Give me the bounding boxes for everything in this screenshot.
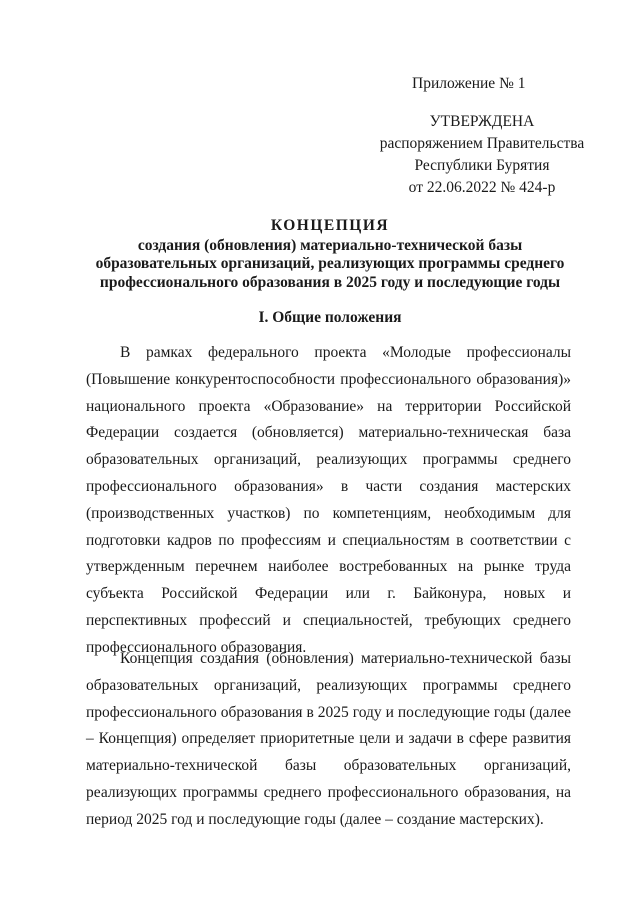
title-line-2: образовательных организаций, реализующих программы среднего [95,255,565,272]
document-title [70,217,590,292]
paragraph-2-text: Концепция создания (обновления) материально-технической базы образовательных организаций, реализующих программы среднего профессионального образования в 2025 году и последующие годы (далее – Концепция) определяет приоритетные цели и задачи в сфере развития материально-технической базы образовательных организаций, реализующих программы среднего профессионального образования, на период 2025 год и последующие годы (далее – создание мастерских). [86,650,571,828]
body-paragraph-2 [86,646,571,834]
body-paragraph-1 [86,340,571,662]
title-line-1: создания (обновления) материально-технической базы [137,236,523,254]
approval-block [362,111,602,199]
approval-authority: распоряжением Правительства [379,135,585,152]
approval-date-number: от 22.06.2022 № 424-р [408,179,556,196]
approval-region: Республики Бурятия [414,157,550,174]
paragraph-1-text: В рамках федерального проекта «Молодые профессионалы (Повышение конкурентоспособности профессионального образования)» национального проекта «Образование» на территории Российской Федерации создается (обновляется) материально-техническая база образовательных организаций, реализующих программы среднего профессионального образования» в части создания мастерских (производственных участков) по компетенциям, необходимым для подготовки кадров по профессиям и специальностям в соответствии с утвержденным перечнем наиболее востребованных на рынке труда субъекта Российской Федерации или г. Байконура, новых и перспективных профессий и специальностей, требующих среднего профессионального образования. [86,344,571,656]
approval-stamp: УТВЕРЖДЕНА [429,113,535,130]
annex-label: Приложение № 1 [412,75,526,92]
section-heading: I. Общие положения [258,309,402,326]
title-line-3: профессионального образования в 2025 году и последующие годы [99,273,561,291]
title-main: КОНЦЕПЦИЯ [270,217,390,234]
